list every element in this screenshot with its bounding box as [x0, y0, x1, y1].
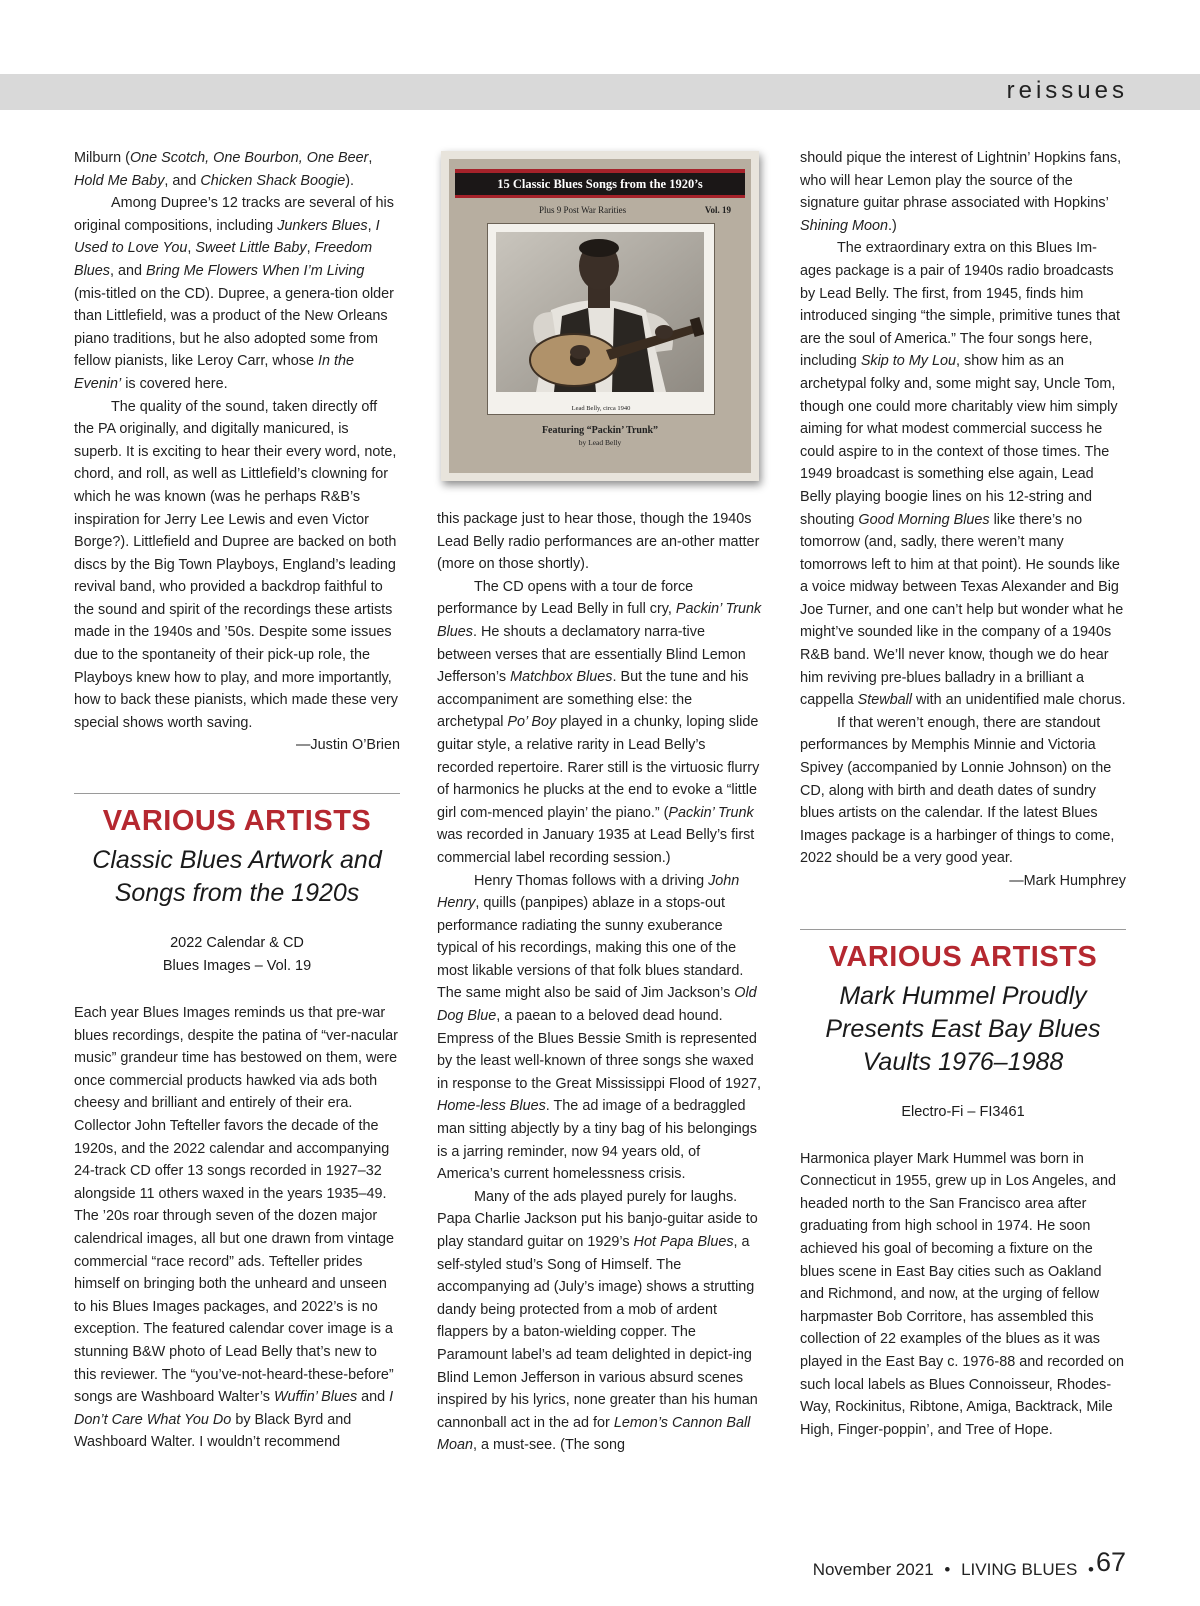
review-label-info — [800, 1101, 1126, 1124]
text-run: , a paean to a beloved dead hound. Empress of the Blues Bessie Smith is represented by the least well-known of three songs she waxed in response to the Great Mississippi Flood of 1927, — [437, 1008, 761, 1092]
text-run: , — [306, 240, 315, 257]
byline: —Justin O’Brien — [296, 737, 400, 754]
text-run: , quills (panpipes) ablaze in a stops-out performance radiating the sunny exuberance typical of his recordings, making this one of the most likable versions of that folk blues standard. The same might also be said of Jim Jackson’s — [437, 895, 744, 1002]
italic-title: Hold Me Baby — [74, 172, 165, 189]
review-artist: VARIOUS ARTISTS — [102, 805, 372, 838]
italic-title: Po’ Boy — [507, 714, 557, 731]
byline: —Mark Humphrey — [1009, 873, 1126, 889]
text-run: , — [367, 217, 376, 234]
italic-title: Skip to My Lou — [860, 353, 956, 370]
album-cover-image — [441, 151, 759, 481]
cover-featuring: Featuring “Packin’ Trunk” — [541, 425, 659, 436]
column-1 — [74, 147, 400, 1454]
text-run: If that weren’t enough, there are standout performances by Memphis Minnie and Victoria Spivey (accompanied by Lonnie Johnson) on the CD, along with birth and death dates of sundry blues artists on the calendar. If the latest Blues Images package is a harbinger of things to come, 2022 should be a very good year. — [800, 714, 1115, 867]
guitarist-photo-illustration — [496, 232, 704, 392]
cover-subtitle: Plus 9 Post War Rarities — [539, 205, 627, 215]
label-line: Electro-Fi – FI3461 — [901, 1103, 1025, 1120]
page-footer — [813, 1560, 1100, 1580]
italic-title: Freedom Blues — [74, 240, 373, 279]
italic-title: One Scotch, One Bourbon, One Beer — [129, 150, 369, 166]
cover-photo-frame — [487, 223, 715, 415]
paragraph — [74, 1002, 400, 1454]
text-run: (mis-titled on the CD). Dupree, a genera-tion older than Littlefield, was a product of the New Orleans piano traditions, but he also adopted some from fellow pianists, like Leroy Carr, whose — [74, 285, 394, 370]
text-run: is covered here. — [121, 375, 228, 392]
text-run: . He shouts a declamatory narra-tive between verses that are essentially Blind Lemon Jefferson’s — [437, 623, 746, 686]
paragraph — [74, 396, 400, 735]
italic-title: Chicken Shack Boogie — [200, 172, 346, 189]
paragraph — [74, 147, 400, 192]
footer-bullet: • — [1088, 1560, 1094, 1579]
text-run: like there’s no tomorrow (and, sadly, there weren’t many tomorrows left to him at that point). He sounds like a voice midway between Texas Alexander and Big Joe Turner, and one can’t help but wonder what he might’ve sounded like in the company of a 1940s R&B band. We’ll never know, though we do hear him reviving pre-blues balladry in a brilliant a cappella — [800, 511, 1124, 709]
italic-title: I Don’t Care What You Do — [74, 1389, 394, 1428]
text-run: Among Dupree’s 12 tracks are several of his original compositions, including — [74, 195, 394, 234]
album-title-line: Presents East Bay Blues — [825, 1014, 1101, 1043]
footer-bullet: • — [944, 1560, 951, 1579]
text-run: The quality of the sound, taken directly off the PA originally, and digitally manicured, is superb. It is exciting to hear their every word, note, chord, and roll, as well as Littlefield’s clowning for which he was known (was he perhaps R&B’s inspiration for Jerry Lee Lewis and even Victor Borge?). Littlefield and Dupree are backed on both discs by the Big Town Playboys, England’s leading revival band, who provided a backdrop faithful to the sound and spirit of the recordings these artists made in the 1940s and ’50s. Despite some issues due to the spontaneity of their pick-up role, the Playboys knew how to play, and more importantly, how to back these pianists, which made these very special shows worth saving. — [74, 398, 398, 731]
text-run: The extraordinary extra on this Blues Im-ages package is a pair of 1940s radio broadcasts by Lead Belly. The first, from 1945, finds him introduced singing “the simple, primitive tunes that are the soul of America.” The four songs here, including — [800, 240, 1120, 370]
text-run: this package just to hear those, though the 1940s Lead Belly radio performances are an-other matter (more on those shortly). — [437, 511, 760, 573]
review-label-info — [74, 932, 400, 978]
review-album-title — [74, 844, 400, 910]
paragraph — [800, 1148, 1126, 1442]
review-album-title — [800, 980, 1126, 1079]
text-run: Henry Thomas follows with a driving — [474, 872, 709, 889]
paragraph — [74, 192, 400, 395]
column-2 — [437, 508, 762, 1457]
lead-belly-photo — [496, 232, 704, 392]
italic-title: Old Dog Blue — [437, 985, 757, 1025]
text-run: was recorded in January 1935 at Lead Belly’s first commercial label recording session.) — [437, 827, 755, 866]
paragraph — [437, 1186, 762, 1457]
text-run: , and — [164, 172, 201, 189]
text-run: The CD opens with a tour de force performance by Lead Belly in full cry, — [437, 578, 694, 618]
text-run: Many of the ads played purely for laughs. Papa Charlie Jackson put his banjo-guitar aside to play standard guitar on 1929’s — [437, 1188, 758, 1250]
text-run: , show him as an archetypal folky and, some might say, Uncle Tom, though one could more charitably view him simply aiming for what modest commercial success he could aspire to in the context of those times. The 1949 broadcast is something else again, Lead Belly playing boogie lines on his 12-string and shouting — [800, 353, 1118, 528]
text-run: .) — [888, 217, 897, 234]
text-run: . But the tune and his accompaniment are something else: the archetypal — [437, 669, 749, 731]
italic-title: Good Morning Blues — [858, 511, 990, 528]
album-title-line: Songs from the 1920s — [114, 879, 360, 908]
paragraph — [800, 237, 1126, 711]
paragraph — [800, 147, 1126, 237]
text-run: played in a chunky, loping slide guitar style, a relative rarity in Lead Belly’s recorded repertoire. Rarer still is the virtuosic flurry of harmonics he plucks at the end to evoke a “little girl com-menced playin’ the piano.” ( — [437, 714, 760, 821]
italic-title: Packin’ Trunk Blues — [437, 601, 762, 640]
album-title-line: Vaults 1976–1988 — [862, 1047, 1064, 1076]
text-run: , a must-see. (The song — [473, 1437, 625, 1454]
paragraph — [800, 712, 1126, 870]
italic-title: Junkers Blues — [277, 217, 368, 234]
album-title-line: Mark Hummel Proudly — [839, 981, 1087, 1010]
text-run: , — [368, 150, 373, 166]
text-run: ). — [345, 172, 354, 189]
album-title-line: Classic Blues Artwork and — [92, 846, 382, 875]
photo-caption: Lead Belly, circa 1940 — [571, 405, 631, 412]
text-run: Harmonica player Mark Hummel was born in Connecticut in 1955, grew up in Los Angeles, and headed north to the San Francisco area after graduating from high school in 1974. He soon achieved his goal of becoming a fixture on the blues scene in East Bay cities such as Oakland and Richmond, and now, at the urging of fellow harpmaster Bob Corritore, has assembled this collection of 22 examples of the blues as it was played in the East Bay c. 1976-88 and recorded on such local labels as Blues Connoisseur, Rhodes-Way, Rockinitus, Ribtone, Amiga, Backtrack, Mile High, Finger-poppin’, and Tree of Hope. — [800, 1150, 1125, 1438]
italic-title: Wuffin’ Blues — [273, 1389, 358, 1406]
italic-title: Matchbox Blues — [510, 669, 613, 686]
text-run: Each year Blues Images reminds us that pre-war blues recordings, despite the patina of “ver-nacular music” grandeur time has bestowed on them, were once commercial products hawked via ads both cheesy and brilliant and entirely of their era. Collector John Tefteller favors the decade of the 1920s, and the 2022 calendar and accompanying 24-track CD offer 13 songs recorded in 1927–32 alongside 11 others waxed in the years 1935–49. The ’20s roar through seven of the dozen major calendrical images, all but one drawn from vintage commercial “race record” ads. Tefteller prides himself on bringing both the unheard and unseen to his Blues Images packages, and 2022’s is no exception. The featured calendar cover image is a stunning B&W photo of Lead Belly that’s new to this reviewer. The “you’ve-not-heard-these-before” songs are Washboard Walter’s — [74, 1005, 398, 1406]
cover-featuring-artist: by Lead Belly — [578, 438, 622, 447]
column-3 — [800, 147, 1126, 1441]
section-label: reissues — [1006, 77, 1128, 104]
text-run: Milburn ( — [74, 150, 130, 166]
cover-banner: 15 Classic Blues Songs from the 1920’s — [455, 169, 745, 198]
italic-title: Bring Me Flowers When I’m Living — [146, 262, 365, 279]
italic-title: Hot Papa Blues — [633, 1234, 734, 1250]
paragraph — [437, 576, 762, 870]
paragraph — [437, 870, 762, 1186]
label-line: Blues Images – Vol. 19 — [162, 958, 312, 975]
italic-title: Home-less Blues — [437, 1098, 546, 1115]
text-run: , — [187, 240, 196, 257]
italic-title: Packin’ Trunk — [668, 804, 754, 821]
section-header-bar — [0, 74, 1200, 110]
page-number: 67 — [1095, 1547, 1126, 1577]
italic-title: Lemon’s Cannon Ball Moan — [437, 1414, 751, 1454]
label-line: 2022 Calendar & CD — [170, 935, 304, 952]
italic-title: Sweet Little Baby — [195, 240, 307, 257]
italic-title: John Henry — [437, 872, 740, 912]
text-run: . The ad image of a bedraggled man sitting abjectly by a tiny bag of his belongings is a jarring reminder, now 94 years old, of America’s current homelessness crisis. — [437, 1098, 757, 1183]
text-run: should pique the interest of Lightnin’ Hopkins fans, who will hear Lemon play the source of the signature guitar phrase associated with Hopkins’ — [800, 150, 1122, 212]
cover-volume: Vol. 19 — [704, 205, 731, 215]
italic-title: I Used to Love You — [74, 217, 380, 257]
italic-title: Stewball — [857, 692, 913, 709]
text-run: by Black Byrd and Washboard Walter. I wouldn’t recommend — [74, 1411, 352, 1451]
issue-date: November 2021 — [812, 1560, 934, 1579]
review-artist: VARIOUS ARTISTS — [828, 940, 1098, 973]
text-run: and — [357, 1389, 390, 1406]
italic-title: In the Evenin’ — [74, 353, 354, 392]
magazine-name: LIVING BLUES — [961, 1560, 1078, 1579]
text-run: , a self-styled stud’s Song of Himself. The accompanying ad (July’s image) shows a strutting dandy being protected from a mob of ardent flappers by a baton-wielding copper. The Paramount label’s ad team delighted in depict-ing Blind Lemon Jefferson in various absurd scenes inspired by his lyrics, none greater than his human cannonball act in the ad for — [437, 1234, 758, 1431]
album-cover — [449, 159, 751, 473]
text-run: , and — [110, 262, 147, 279]
italic-title: Shining Moon — [800, 217, 889, 234]
text-run: with an unidentified male chorus. — [912, 692, 1126, 709]
paragraph — [437, 508, 762, 576]
